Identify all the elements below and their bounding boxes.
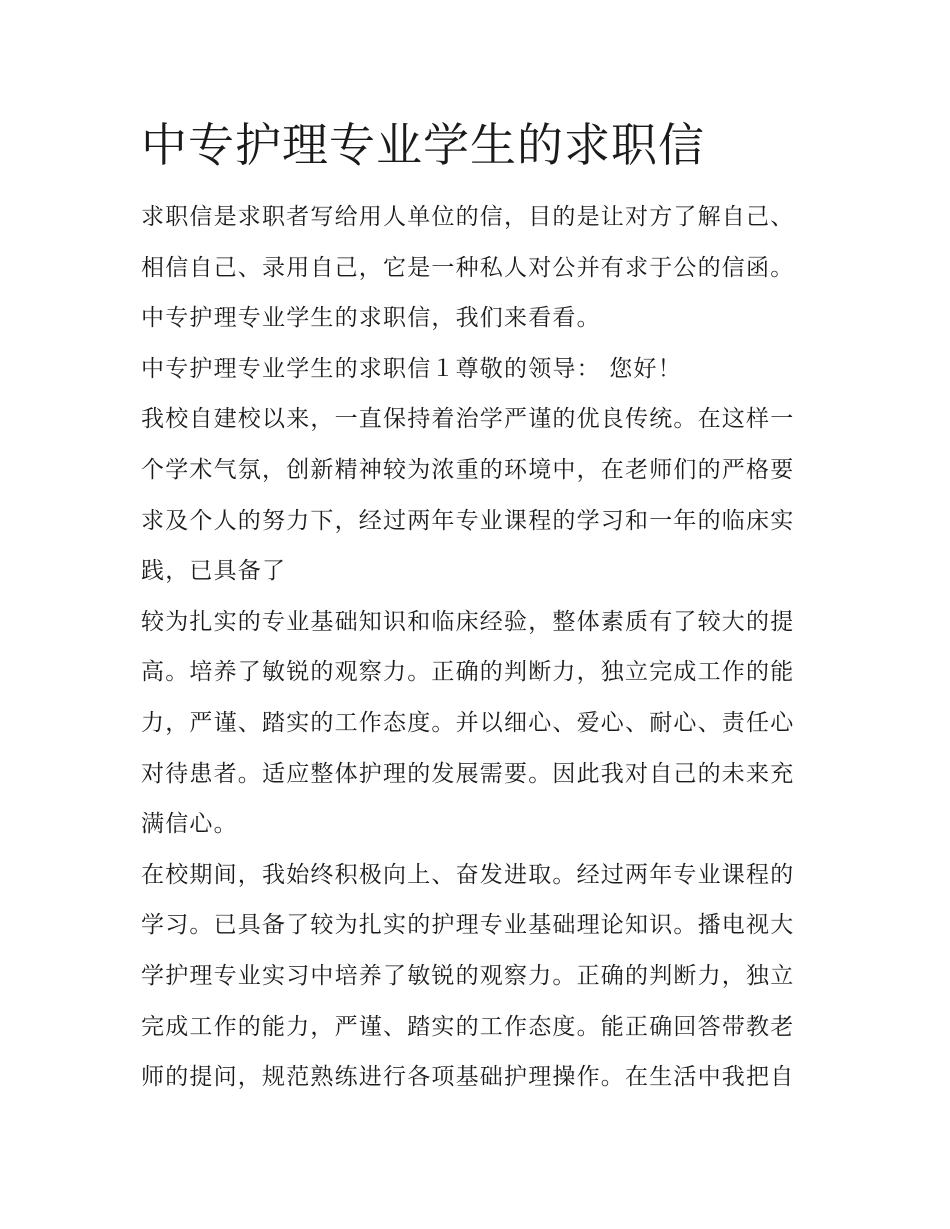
body-line: 个学术气氛，创新精神较为浓重的环境中，在老师们的严格要 [141, 456, 795, 483]
body-line: 高。培养了敏锐的观察力。正确的判断力，独立完成工作的能 [141, 659, 795, 686]
body-line: 力，严谨、踏实的工作态度。并以细心、爱心、耐心、责任心 [141, 709, 795, 736]
body-line: 对待患者。适应整体护理的发展需要。因此我对自己的未来充 [141, 760, 795, 787]
body-line: 求职信是求职者写给用人单位的信，目的是让对方了解自己、 [141, 204, 795, 230]
body-line: 学习。已具备了较为扎实的护理专业基础理论知识。播电视大 [141, 912, 795, 939]
document-body [141, 192, 813, 1103]
body-line: 相信自己、录用自己，它是一种私人对公并有求于公的信函。 [141, 254, 795, 281]
document-page [141, 112, 813, 1103]
body-line: 我校自建校以来，一直保持着治学严谨的优良传统。在这样一 [141, 406, 795, 433]
document-title: 中专护理专业学生的求职信 [141, 118, 705, 172]
body-line: 中专护理专业学生的求职信１尊敬的领导： 您好！ [141, 355, 682, 382]
body-line: 学护理专业实习中培养了敏锐的观察力。正确的判断力，独立 [141, 962, 795, 989]
body-line: 较为扎实的专业基础知识和临床经验，整体素质有了较大的提 [141, 608, 795, 635]
body-line: 满信心。 [141, 811, 238, 838]
body-line: 践，已具备了 [141, 558, 287, 585]
body-line: 在校期间，我始终积极向上、奋发进取。经过两年专业课程的 [141, 861, 795, 888]
body-line: 求及个人的努力下，经过两年专业课程的学习和一年的临床实 [141, 507, 795, 534]
body-line: 师的提问，规范熟练进行各项基础护理操作。在生活中我把自 [141, 1064, 795, 1091]
body-line: 完成工作的能力，严谨、踏实的工作态度。能正确回答带教老 [141, 1013, 795, 1040]
body-line: 中专护理专业学生的求职信，我们来看看。 [141, 305, 601, 332]
